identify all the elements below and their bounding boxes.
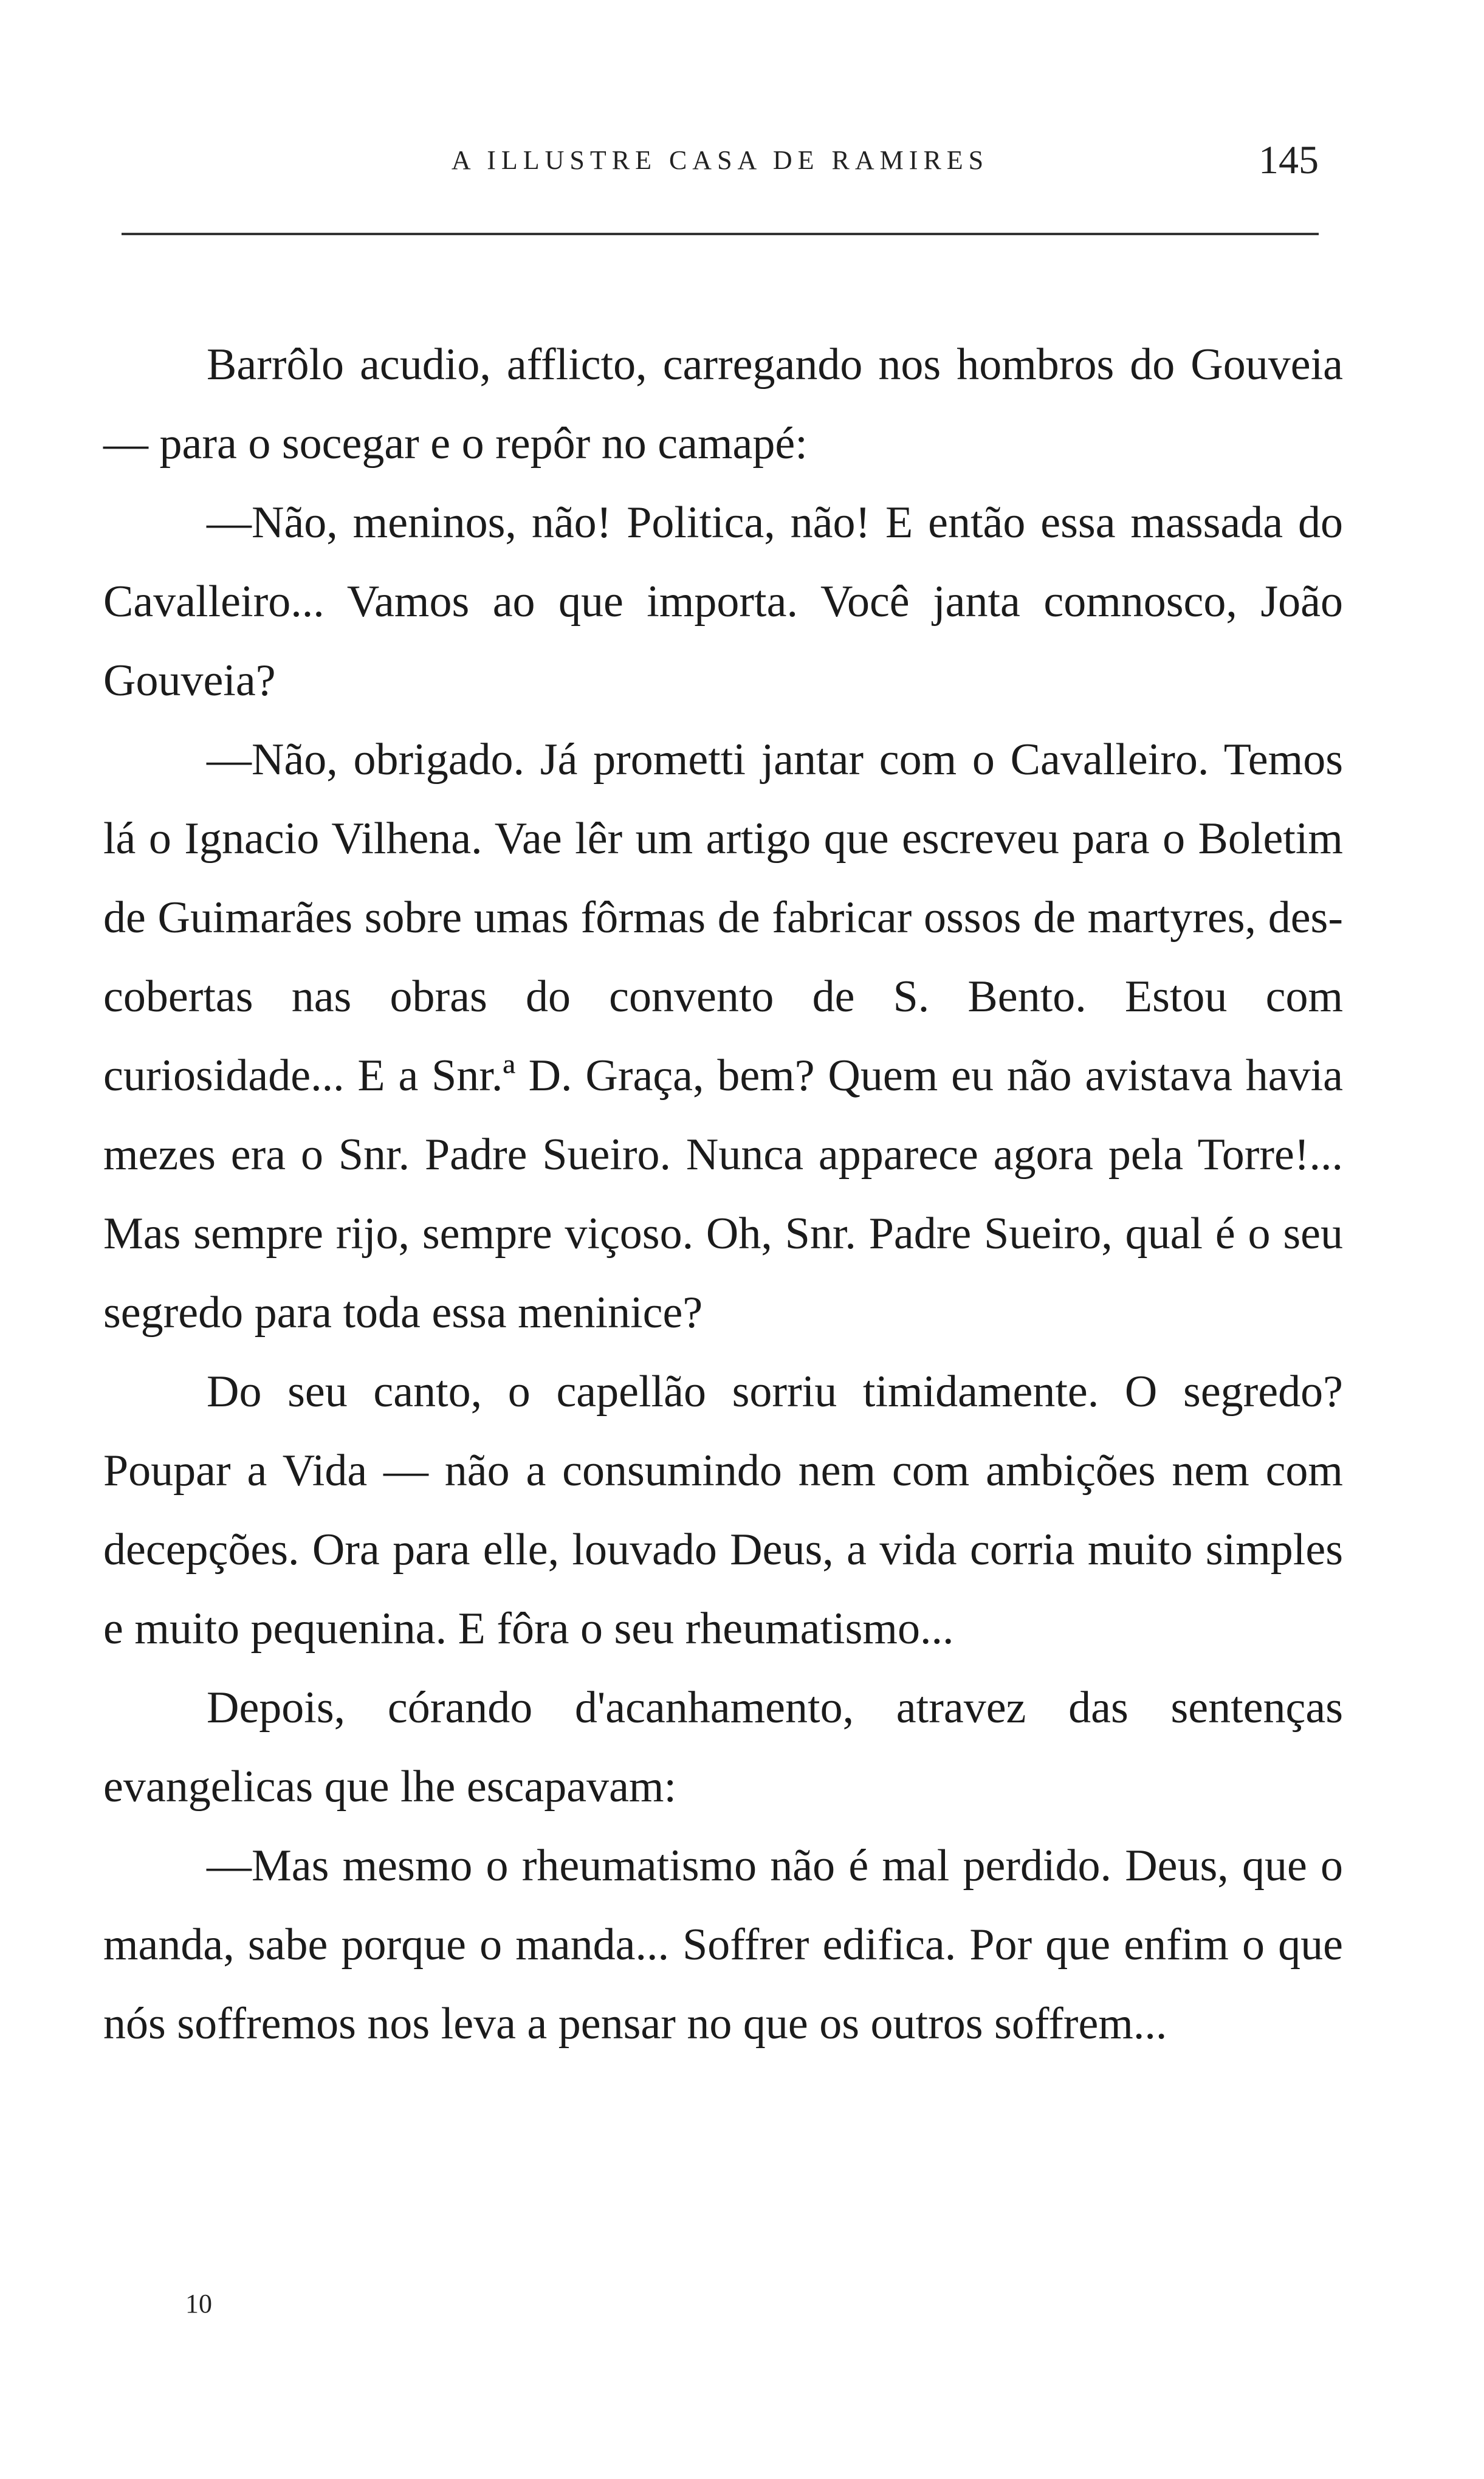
signature-mark: 10 (185, 2289, 212, 2319)
paragraph: —Mas mesmo o rheumatismo não é mal perdido. Deus, que o manda, sabe porque o manda... Soffrer edifica. Por que enfim o que nós soffremos nos leva a pensar no que os outros soffrem... (103, 1841, 1343, 2049)
paragraph: Depois, córando d'acanhamento, atravez das sentenças evangelicas que lhe escapavam: (103, 1683, 1343, 1812)
header-rule (122, 233, 1319, 235)
running-title: A ILLUSTRE CASA DE RAMIRES (451, 145, 989, 175)
paragraph: Barrôlo acudio, afflicto, carregando nos hombros do Gouveia — para o socegar e o repôr no camapé: (103, 340, 1343, 469)
paragraph: —Não, obrigado. Já prometti jantar com o Cavalleiro. Temos lá o Ignacio Vilhena. Vae lêr um artigo que escreveu para o Boletim de Guimarães sobre umas fôrmas de fabricar ossos de martyres, descobertas nas obras do convento de S. Bento. Estou com curiosidade... E a Snr.ª D. Graça, bem? Quem eu não avistava havia mezes era o Snr. Padre Sueiro. Nunca apparece agora pela Torre!... Mas sempre rijo, sempre viçoso. Oh, Snr. Padre Sueiro, qual é o seu segredo para toda essa meninice? (103, 735, 1343, 1338)
body-text (103, 325, 1343, 2063)
paragraph: —Não, meninos, não! Politica, não! E então essa massada do Cavalleiro... Vamos ao que importa. Você janta comnosco, João Gouveia? (103, 498, 1343, 706)
page-number: 145 (1259, 138, 1319, 182)
paragraph: Do seu canto, o capellão sorriu timidamente. O segredo? Poupar a Vida — não a consumindo nem com ambições nem com decepções. Ora para elle, louvado Deus, a vida corria muito simples e muito pequenina. E fôra o seu rheumatismo... (103, 1367, 1343, 1654)
running-head (122, 138, 1319, 193)
